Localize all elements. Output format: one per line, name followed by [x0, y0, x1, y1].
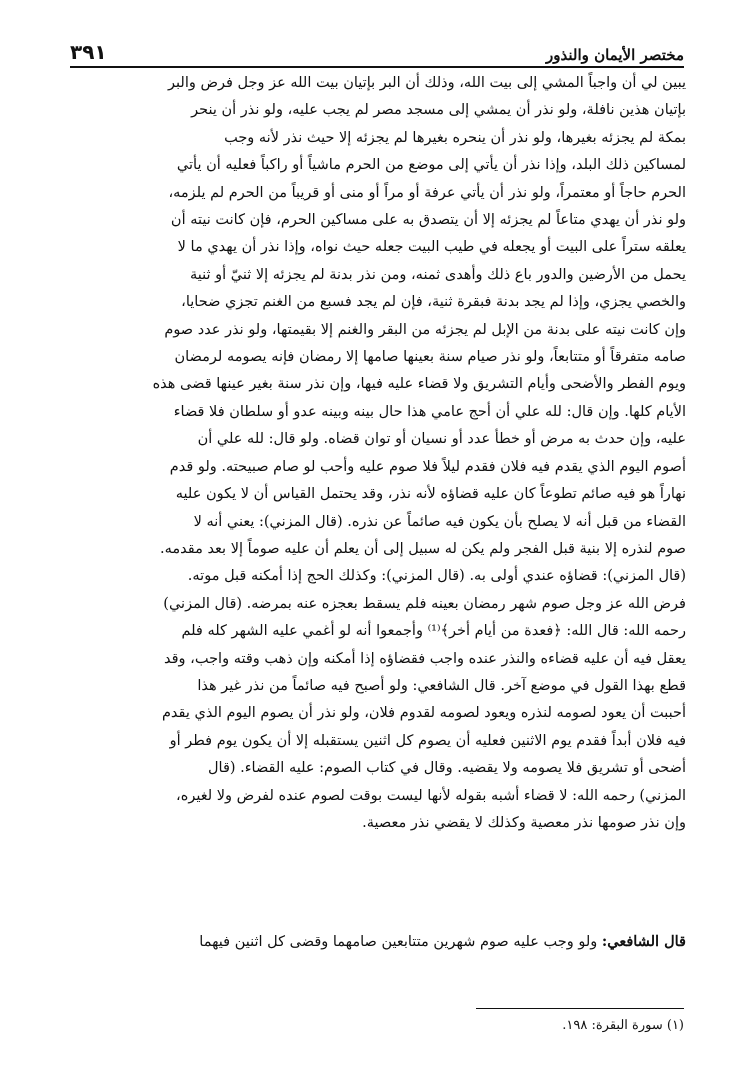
text-line: فرض الله عز وجل صوم شهر رمضان بعينه فلم يسقط بعجزه عنه بمرضه. (قال المزني): [163, 595, 686, 612]
footnote-rule: [476, 1008, 684, 1009]
text-line: الحرم حاجاً أو معتمراً، ولو نذر أن يأتي عرفة أو مراً أو منى أو قريباً من الحرم لم يلزمه،: [168, 184, 686, 201]
text-line: الأيام كلها. وإن قال: لله علي أن أحج عامي هذا حال بينه وبينه عدو أو سلطان فلا قضاء: [173, 403, 686, 420]
header-rule: [70, 66, 684, 68]
text-line: والخصي يجزي، وإذا لم يجد بدنة فبقرة ثنية، فإن لم يجد فسبع من الغنم تجزي ضحايا،: [181, 294, 686, 311]
text-line: رحمه الله: قال الله: ﴿فعدة من أيام أخر﴾⁽¹⁾ وأجمعوا أنه لو أغمي عليه الشهر كله فلم: [181, 623, 686, 640]
text-line: صامه متفرقاً أو متتابعاً، ولو نذر صيام سنة بعينها صامها إلا رمضان فإنه يصومه لرمضان: [174, 349, 686, 366]
text-line: (قال المزني): قضاؤه عندي أولى به. (قال المزني): وكذلك الحج إذا أمكنه قبل موته.: [187, 568, 686, 585]
text-line: وإن كانت نيته على بدنة من الإبل لم يجزئه من البقر والغنم إلا بقيمتها، ولو نذر عدد صوم: [164, 321, 686, 338]
text-line: يعلقه ستراً على البيت أو يجعله في طيب البيت جعله حيث نواه، وإذا نذر أن يهدي ما لا: [177, 239, 686, 256]
text-line: فيه فلان أبداً فقدم يوم الاثنين فعليه أن يصوم كل اثنين يستقبله إلا أن يكون يوم فطر أو: [169, 732, 686, 749]
text-line: أصوم اليوم الذي يقدم فيه فلان فقدم ليلاً فلا صوم عليه وأحب لو صام صبيحته. ولو قدم: [169, 458, 686, 475]
text-line: عليه، وإن حدث به مرض أو خطأ عدد أو نسيان أو توان قضاه. ولو قال: لله علي أن: [197, 431, 686, 448]
text-line: القضاء من قبل أنه لا يصلح بأن يكون فيه صائماً عن نذره. (قال المزني): يعني أنه لا: [193, 513, 686, 530]
text-line: بإتيان هذين نافلة، ولو نذر أن يمشي إلى مسجد مصر لم يجب عليه، ولو نذر أن ينحر: [191, 102, 686, 119]
running-title: مختصر الأيمان والنذور: [546, 46, 684, 64]
section-text: ولو وجب عليه صوم شهرين متتابعين صامهما وقضى كل اثنين فيهما: [199, 934, 602, 950]
text-line: صوم لنذره إلا بنية قبل الفجر ولم يكن له سبيل إلى أن يعلم أن عليه صوماً إلا بعد مقدمه.: [159, 540, 686, 557]
text-line: وإن نذر صومها نذر معصية وكذلك لا يقضي نذر معصية.: [362, 814, 686, 831]
text-line: يحمل من الأرضين والدور باع ذلك وأهدى ثمنه، ومن نذر بدنة لم يجزئه إلا ثنيّ أو ثنية: [189, 266, 686, 283]
section-shafii: [66, 928, 686, 956]
text-line: ويوم الفطر والأضحى وأيام التشريق ولا قضاء عليه فيها، وإن نذر سنة بغير عينها قضى هذه: [152, 376, 686, 393]
text-line: أحببت أن يعود لصومه لنذره ويعود لصومه لقدوم فلان، ولو نذر أن يصوم اليوم الذي يقدم: [161, 705, 686, 722]
text-line: نهاراً هو فيه صائم تطوعاً كان عليه قضاؤه لأنه نذر، وقد يحتمل القياس أن لا يكون عليه: [175, 486, 686, 503]
text-line: يبين لي أن واجباً المشي إلى بيت الله، وذلك أن البر بإتيان بيت الله عز وجل فرض والبر: [168, 75, 686, 91]
text-line: المزني) رحمه الله: لا قضاء أشبه بقوله لأنها ليست بوقت لصوم عنده لفرض ولا لغيره،: [176, 787, 686, 804]
text-line: بمكة لم يجزئه بغيرها، ولو نذر أن ينحره بغيرها لم يجزئه إلا حيث نذر لأنه وجب: [224, 129, 686, 146]
text-line: قطع بهذا القول في موضع آخر. قال الشافعي: ولو أصبح فيه صائماً من نذر غير هذا: [197, 677, 686, 694]
text-line: يعقل فيه أن عليه قضاءه والنذر عنده واجب فقضاؤه إذا أمكنه وإن ذهب وقته واجب، وقد: [164, 650, 686, 667]
main-text: [66, 70, 686, 837]
footnote: (١) سورة البقرة: ١٩٨.: [562, 1018, 684, 1033]
speaker-label: قال الشافعي:: [601, 933, 686, 950]
text-line: لمساكين ذلك البلد، وإذا نذر أن يأتي إلى موضع من الحرم ماشياً أو راكباً فعليه أن يأتي: [176, 157, 686, 174]
text-line: ولو نذر أن يهدي متاعاً لم يجزئه إلا أن يتصدق به على مساكين الحرم، فإن كانت نيته أن: [170, 212, 686, 229]
text-line: أضحى أو تشريق فلا يصومه ولا يقضيه. وقال في كتاب الصوم: عليه القضاء. (قال: [207, 760, 686, 777]
page-number: ٣٩١: [70, 40, 107, 64]
page-header: [70, 30, 684, 64]
